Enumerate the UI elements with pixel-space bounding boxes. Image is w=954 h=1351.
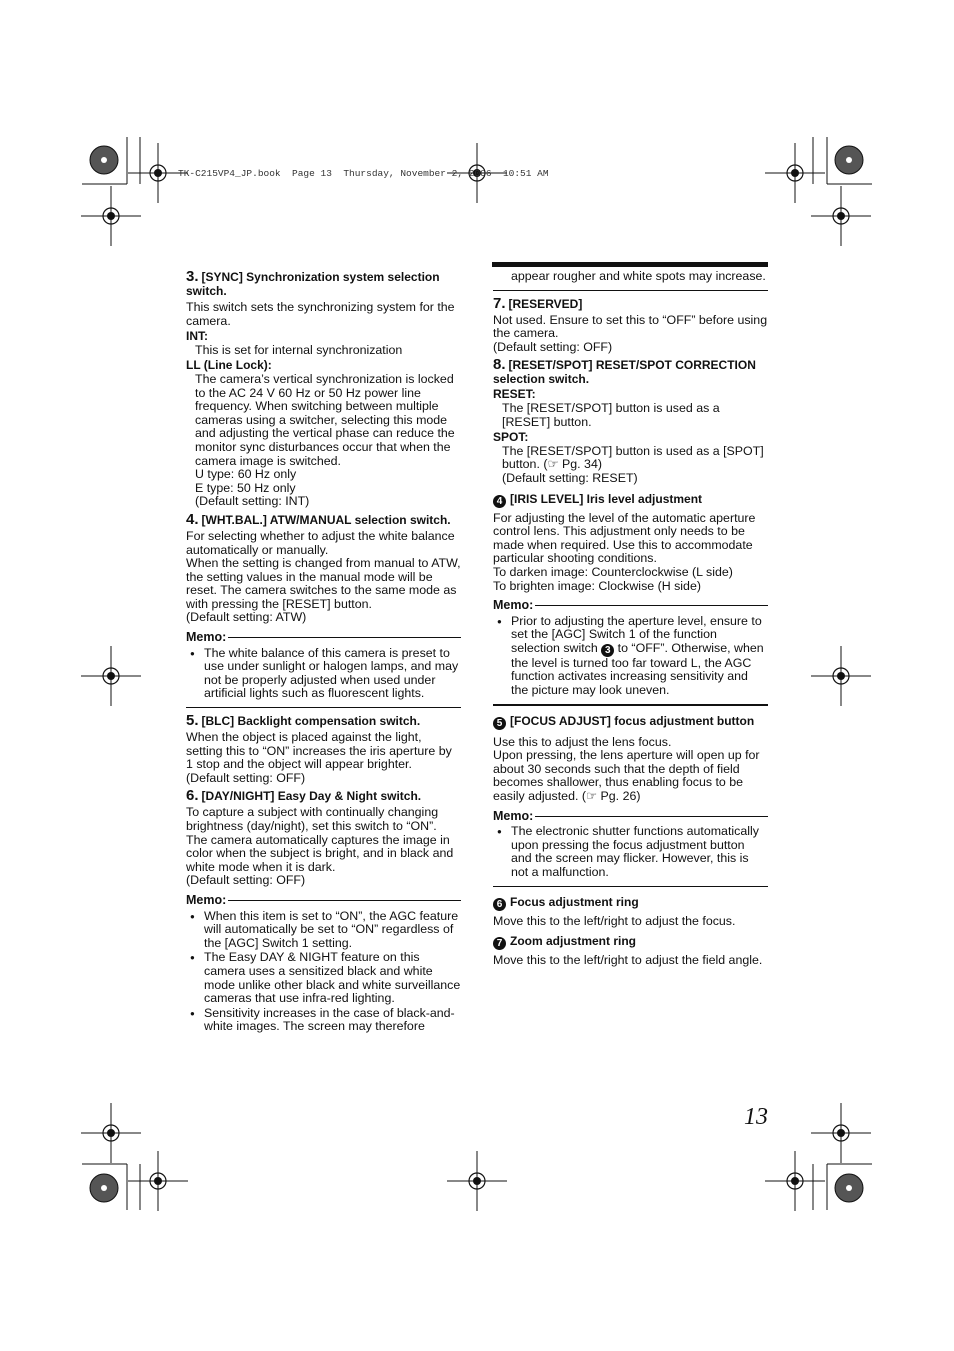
memo-item: ● The electronic shutter functions automatically upon pressing the focus adjustment button and the screen may flicker. However, this is not a malfunction.: [493, 825, 768, 879]
ll-text: The camera’s vertical synchronization is locked to the AC 24 V 60 Hz or 50 Hz power line frequency. When switching between multiple cameras using a switcher, selecting this mode and adjusting the vertical phase can reduce the monitor sync disturbances occur that when the camera image is switched.: [195, 371, 455, 468]
focus-ring-heading: 6 Focus adjustment ring: [493, 895, 768, 911]
left-column: [186, 270, 461, 1035]
section-6-heading: 6. [DAY/NIGHT] Easy Day & Night switch.: [186, 787, 422, 805]
section-4-body-2: When the setting is changed from manual to ATW, the setting values in the manual mode will be reset. The camera switches to the same mode as with pressing the [RESET] button.: [186, 556, 461, 611]
memo-continuation: appear rougher and white spots may increase.: [511, 269, 766, 283]
section-4-heading: 4. [WHT.BAL.] ATW/MANUAL selection switch.: [186, 510, 451, 528]
section-3-heading: 3. [SYNC] Synchronization system selection switch.: [186, 268, 440, 298]
memo-item: ● Sensitivity increases in the case of black-and-white images. The screen may therefore: [186, 1007, 461, 1034]
memo-list: [186, 647, 461, 701]
memo-header: Memo:: [493, 810, 768, 824]
memo-item: ● Prior to adjusting the aperture level, ensure to set the [AGC] Switch 1 of the function selection switch 3 to “OFF”. Otherwise, when the level is turned too far toward L, the AGC function activates increasing sensitivity and the picture may look uneven.: [493, 615, 768, 698]
section-6-body-2: The camera automatically captures the image in color when the subject is bright, and in black and white mode when it is dark.: [186, 832, 454, 874]
section-5-heading: 5. [BLC] Backlight compensation switch.: [186, 712, 421, 730]
focus-adjust-body-2: Upon pressing, the lens aperture will open up for about 30 seconds such that the depth of field becomes shallower, thus enabling focus to be easily adjusted. (☞ Pg. 26): [493, 748, 760, 804]
right-column: [493, 270, 768, 968]
memo-list: [186, 910, 461, 1034]
iris-level-body: For adjusting the level of the automatic aperture control lens. This adjustment only needs to be made when required. Use this to accommodate particular shooting conditions.: [493, 510, 756, 566]
page-number: 13: [744, 1104, 768, 1130]
badge-5-icon: 5: [493, 717, 506, 730]
section-4-default: (Default setting: ATW): [186, 610, 307, 625]
memo-item: ● When this item is set to “ON”, the AGC feature will automatically be set to “ON” regardless of the [AGC] Switch 1 setting.: [186, 910, 461, 951]
focus-ring-body: Move this to the left/right to adjust the focus.: [493, 913, 736, 928]
badge-4-icon: 4: [493, 495, 506, 508]
badge-7-icon: 7: [493, 937, 506, 950]
section-7-default: (Default setting: OFF): [493, 339, 613, 354]
spot-text: The [RESET/SPOT] button is used as a [SPOT] button. (☞ Pg. 34): [502, 443, 764, 472]
memo-rule: [493, 290, 768, 291]
section-5-default: (Default setting: OFF): [186, 770, 306, 785]
memo-rule: [493, 704, 768, 706]
section-8-default: (Default setting: RESET): [502, 470, 638, 485]
memo-header: Memo:: [493, 599, 768, 613]
section-top-bar: [492, 262, 768, 267]
section-6-body-1: To capture a subject with continually changing brightness (day/night), set this switch to “ON”.: [186, 805, 439, 833]
int-text: This is set for internal synchronization: [195, 342, 403, 357]
memo-header: Memo:: [186, 631, 461, 645]
iris-level-heading: 4 [IRIS LEVEL] Iris level adjustment: [493, 492, 768, 508]
memo-rule: [186, 707, 461, 708]
file-header-line: TK-C215VP4_JP.book Page 13 Thursday, November 2, 2006 10:51 AM: [178, 168, 549, 179]
section-4-body-1: For selecting whether to adjust the white balance automatically or manually.: [186, 528, 455, 557]
memo-rule: [493, 886, 768, 887]
int-label: INT:: [186, 329, 208, 344]
memo-item: ● The white balance of this camera is preset to use under sunlight or halogen lamps, and may not be properly adjusted when used under artificial lights such as fluorescent lights.: [186, 647, 461, 701]
iris-darken: To darken image: Counterclockwise (L side): [493, 564, 733, 579]
zoom-ring-body: Move this to the left/right to adjust the field angle.: [493, 953, 763, 968]
memo-item: ● The Easy DAY & NIGHT feature on this camera uses a sensitized black and white mode unlike other black and white surveillance cameras that use infra-red lighting.: [186, 951, 461, 1005]
section-6-default: (Default setting: OFF): [186, 873, 306, 888]
badge-3-icon: 3: [601, 644, 614, 657]
u-type: U type: 60 Hz only: [195, 467, 297, 482]
reset-text: The [RESET/SPOT] button is used as a [RESET] button.: [502, 400, 720, 429]
iris-brighten: To brighten image: Clockwise (H side): [493, 578, 701, 593]
section-8-heading: 8. [RESET/SPOT] RESET/SPOT CORRECTION selection switch.: [493, 356, 756, 387]
ll-label: LL (Line Lock):: [186, 358, 272, 373]
spot-label: SPOT:: [493, 430, 529, 445]
memo-list: [493, 615, 768, 698]
section-3-body: This switch sets the synchronizing system for the camera.: [186, 300, 455, 328]
focus-adjust-heading: 5 [FOCUS ADJUST] focus adjustment button: [493, 714, 768, 730]
reset-label: RESET:: [493, 387, 536, 402]
badge-6-icon: 6: [493, 898, 506, 911]
section-7-body: Not used. Ensure to set this to “OFF” before using the camera.: [493, 312, 768, 341]
memo-list: [493, 825, 768, 879]
section-3-default: (Default setting: INT): [195, 494, 310, 509]
section-5-body: When the object is placed against the light, setting this to “ON” increases the iris aperture by 1 stop and the object will appear brighter.: [186, 730, 452, 772]
e-type: E type: 50 Hz only: [195, 480, 296, 495]
focus-adjust-body-1: Use this to adjust the lens focus.: [493, 734, 672, 749]
section-7-heading: 7. [RESERVED]: [493, 294, 583, 312]
memo-header: Memo:: [186, 894, 461, 908]
zoom-ring-heading: 7 Zoom adjustment ring: [493, 934, 768, 950]
